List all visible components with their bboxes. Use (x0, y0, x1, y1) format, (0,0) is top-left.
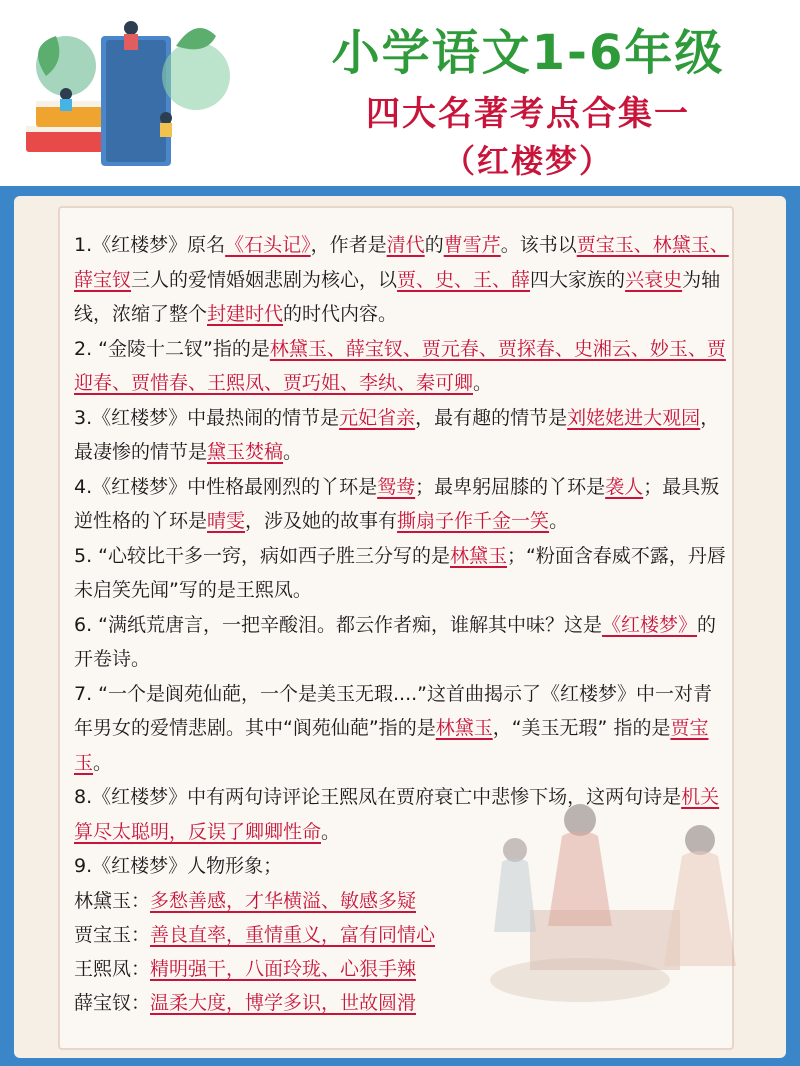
trait-row (74, 884, 730, 918)
trait-description: 善良直率，重情重义，富有同情心 (150, 923, 436, 946)
list-item (74, 849, 730, 884)
page-subtitle: 四大名著考点合集一 (366, 94, 690, 134)
trait-description: 温柔大度，博学多识，世故圆滑 (150, 991, 417, 1014)
item-text: 。 (321, 820, 341, 843)
item-text: 4.《红楼梦》中性格最刚烈的丫环是 (74, 475, 378, 498)
item-text: 的时代内容。 (283, 303, 398, 325)
trait-description: 多愁善感，才华横溢、敏感多疑 (150, 889, 417, 912)
highlighted-answer: 《石头记》 (225, 234, 311, 256)
item-text: 。 (283, 441, 303, 463)
item-text: 9.《红楼梦》人物形象； (74, 855, 283, 877)
highlighted-answer: 贾宝玉、林黛玉、薛宝钗 (74, 234, 729, 291)
highlighted-answer: 清代 (386, 234, 425, 256)
highlighted-answer: 曹雪芹 (443, 234, 501, 256)
item-text: 的开卷诗。 (74, 613, 717, 670)
books-illustration (6, 6, 256, 181)
highlighted-answer: 林黛玉、薛宝钗、贾元春、贾探春、史湘云、妙玉、贾迎春、贾惜春、王熙凤、贾巧姐、李纨、秦可卿 (74, 337, 726, 394)
trait-row (74, 918, 730, 952)
character-traits (74, 884, 730, 1020)
item-text: ，“美玉无瑕” 指的是 (492, 717, 671, 739)
item-text: 的 (424, 234, 444, 256)
item-text: 7. “一个是阆苑仙葩，一个是美玉无瑕....”这首曲揭示了《红楼梦》中一对青年男女的爱情悲剧。其中“阆苑仙葩”指的是 (74, 682, 713, 739)
list-item (74, 780, 730, 849)
highlighted-answer: 机关算尽太聪明，反误了卿卿性命 (74, 786, 720, 843)
item-text: 8.《红楼梦》中有两句诗评论王熙凤在贾府衰亡中悲惨下场，这两句诗是 (74, 786, 682, 808)
item-text: 三人的爱情婚姻悲剧为核心，以 (131, 268, 398, 291)
highlighted-answer: 晴雯 (207, 510, 246, 532)
item-text: ，涉及她的故事有 (245, 510, 398, 532)
item-text: 1.《红楼梦》原名 (74, 234, 226, 256)
list-item (74, 470, 730, 539)
highlighted-answer: 贾、史、王、薛 (397, 268, 531, 291)
item-text: 6. “满纸荒唐言，一把辛酸泪。都云作者痴，谁解其中味？这是 (74, 613, 603, 636)
item-text: ；最卑躬屈膝的丫环是 (415, 475, 606, 498)
item-text: 2. “金陵十二钗”指的是 (74, 337, 270, 360)
item-text: ，作者是 (310, 234, 387, 256)
list-item (74, 539, 730, 608)
page-title: 小学语文1-6年级 (331, 25, 725, 81)
highlighted-answer: 撕扇子作千金一笑 (397, 510, 550, 532)
list-item (74, 677, 730, 781)
item-text: 3.《红楼梦》中最热闹的情节是 (74, 406, 340, 429)
item-text: ，最凄惨的情节是 (74, 406, 720, 463)
item-text: ；“粉面含春威不露，丹唇未启笑先闻”写的是王熙凤。 (74, 544, 726, 601)
page-subtitle-book: （红楼梦） (442, 142, 613, 180)
highlighted-answer: 鸳鸯 (377, 475, 416, 498)
list-item (74, 228, 730, 332)
trait-row (74, 952, 730, 986)
content-list (74, 228, 730, 1020)
trait-description: 精明强干，八面玲珑、心狠手辣 (150, 957, 417, 980)
highlighted-answer: 袭人 (605, 475, 644, 498)
item-text: 5. “心较比干多一窍，病如西子胜三分写的是 (74, 544, 451, 567)
list-item (74, 608, 730, 677)
highlighted-answer: 黛玉焚稿 (207, 441, 284, 463)
highlighted-answer: 兴衰史 (625, 268, 683, 291)
trait-character-name: 贾宝玉： (74, 923, 151, 946)
trait-character-name: 王熙凤： (74, 957, 151, 980)
highlighted-answer: 《红楼梦》 (602, 613, 698, 636)
highlighted-answer: 林黛玉 (450, 544, 508, 567)
trait-character-name: 林黛玉： (74, 889, 151, 912)
item-text: 。 (549, 510, 569, 532)
item-text: 四大家族的 (530, 268, 626, 291)
item-text: 。该书以 (500, 234, 577, 256)
item-text: 为轴线，浓缩了整个 (74, 268, 721, 325)
highlighted-answer: 林黛玉 (435, 717, 493, 739)
highlighted-answer: 元妃省亲 (339, 406, 416, 429)
item-text: ，最有趣的情节是 (415, 406, 568, 429)
item-text: 。 (93, 751, 113, 774)
list-item (74, 332, 730, 401)
header (0, 0, 800, 188)
trait-row (74, 986, 730, 1020)
highlighted-answer: 贾宝玉 (74, 717, 709, 774)
item-text: 。 (473, 372, 493, 394)
highlighted-answer: 刘姥姥进大观园 (567, 406, 701, 429)
highlighted-answer: 封建时代 (207, 303, 284, 325)
trait-character-name: 薛宝钗： (74, 991, 151, 1014)
item-text: ；最具叛逆性格的丫环是 (74, 475, 720, 532)
list-item (74, 401, 730, 470)
